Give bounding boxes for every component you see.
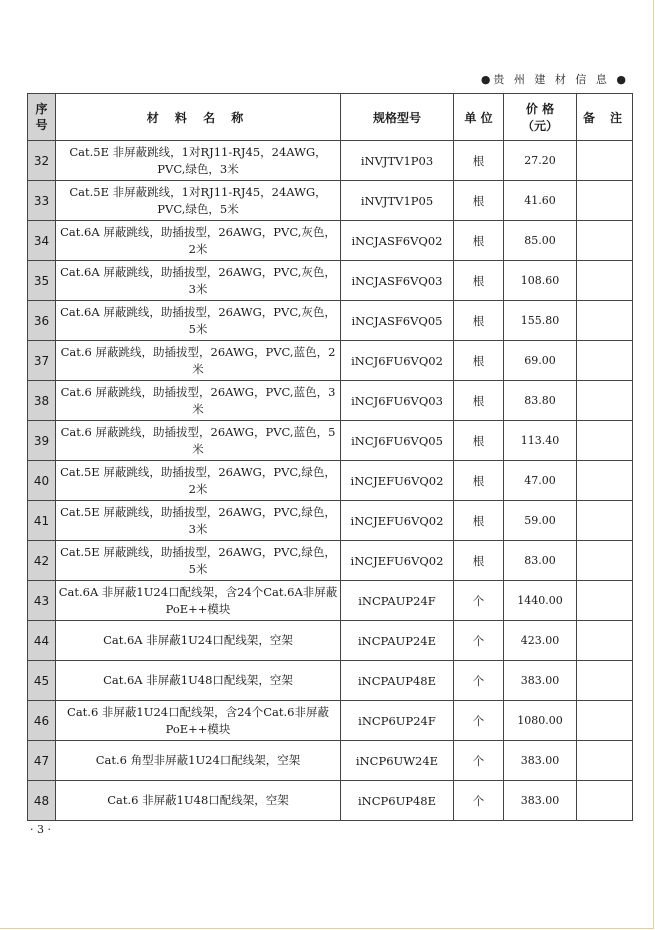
row-number: 47 bbox=[28, 741, 56, 781]
table-row bbox=[28, 261, 633, 301]
price: 59.00 bbox=[504, 501, 577, 541]
note bbox=[577, 461, 633, 501]
note bbox=[577, 181, 633, 221]
table-row bbox=[28, 621, 633, 661]
note bbox=[577, 421, 633, 461]
unit: 个 bbox=[454, 741, 504, 781]
model-number: iNCJEFU6VQ02 bbox=[341, 461, 454, 501]
material-name: Cat.6A 非屏蔽1U24口配线架，空架 bbox=[56, 621, 341, 661]
unit: 根 bbox=[454, 341, 504, 381]
note bbox=[577, 381, 633, 421]
unit: 根 bbox=[454, 261, 504, 301]
material-name: Cat.6A 非屏蔽1U24口配线架，含24个Cat.6A非屏蔽PoE++模块 bbox=[56, 581, 341, 621]
material-name: Cat.5E 屏蔽跳线，助插拔型，26AWG，PVC,绿色，2米 bbox=[56, 461, 341, 501]
price: 27.20 bbox=[504, 141, 577, 181]
header-price-line1: 价 格 bbox=[525, 102, 555, 116]
row-number: 40 bbox=[28, 461, 56, 501]
model-number: iNCJ6FU6VQ03 bbox=[341, 381, 454, 421]
row-number: 36 bbox=[28, 301, 56, 341]
unit: 根 bbox=[454, 221, 504, 261]
model-number: iNCJASF6VQ03 bbox=[341, 261, 454, 301]
note bbox=[577, 621, 633, 661]
material-name: Cat.5E 非屏蔽跳线，1对RJ11-RJ45，24AWG，PVC,绿色，5米 bbox=[56, 181, 341, 221]
row-number: 44 bbox=[28, 621, 56, 661]
table-row bbox=[28, 581, 633, 621]
price: 113.40 bbox=[504, 421, 577, 461]
material-name: Cat.6A 屏蔽跳线，助插拔型，26AWG，PVC,灰色，2米 bbox=[56, 221, 341, 261]
note bbox=[577, 701, 633, 741]
row-number: 41 bbox=[28, 501, 56, 541]
unit: 根 bbox=[454, 301, 504, 341]
price: 83.80 bbox=[504, 381, 577, 421]
model-number: iNCJ6FU6VQ05 bbox=[341, 421, 454, 461]
header-price-line2: （元） bbox=[521, 119, 558, 133]
note bbox=[577, 741, 633, 781]
table-row bbox=[28, 381, 633, 421]
model-number: iNCJASF6VQ02 bbox=[341, 221, 454, 261]
table-row bbox=[28, 461, 633, 501]
price: 41.60 bbox=[504, 181, 577, 221]
price: 69.00 bbox=[504, 341, 577, 381]
price: 108.60 bbox=[504, 261, 577, 301]
table-row bbox=[28, 141, 633, 181]
note bbox=[577, 301, 633, 341]
table-row bbox=[28, 221, 633, 261]
unit: 根 bbox=[454, 421, 504, 461]
unit: 根 bbox=[454, 181, 504, 221]
model-number: iNCJ6FU6VQ02 bbox=[341, 341, 454, 381]
table-row bbox=[28, 181, 633, 221]
row-number: 37 bbox=[28, 341, 56, 381]
model-number: iNCP6UP48E bbox=[341, 781, 454, 821]
row-number: 35 bbox=[28, 261, 56, 301]
model-number: iNVJTV1P03 bbox=[341, 141, 454, 181]
material-name: Cat.6 屏蔽跳线，助插拔型，26AWG，PVC,蓝色，3米 bbox=[56, 381, 341, 421]
table-body bbox=[28, 141, 633, 821]
table-row bbox=[28, 661, 633, 701]
note bbox=[577, 221, 633, 261]
model-number: iNCP6UW24E bbox=[341, 741, 454, 781]
price: 383.00 bbox=[504, 661, 577, 701]
material-name: Cat.6A 屏蔽跳线，助插拔型，26AWG，PVC,灰色，3米 bbox=[56, 261, 341, 301]
table-header-row bbox=[28, 94, 633, 141]
table-row bbox=[28, 341, 633, 381]
table-row bbox=[28, 501, 633, 541]
header-note: 备注 bbox=[577, 94, 633, 141]
table-row bbox=[28, 301, 633, 341]
unit: 根 bbox=[454, 501, 504, 541]
row-number: 38 bbox=[28, 381, 56, 421]
price: 155.80 bbox=[504, 301, 577, 341]
model-number: iNCP6UP24F bbox=[341, 701, 454, 741]
table-row bbox=[28, 541, 633, 581]
row-number: 42 bbox=[28, 541, 56, 581]
price: 1440.00 bbox=[504, 581, 577, 621]
unit: 根 bbox=[454, 141, 504, 181]
price: 1080.00 bbox=[504, 701, 577, 741]
material-name: Cat.6 非屏蔽1U48口配线架，空架 bbox=[56, 781, 341, 821]
material-name: Cat.6A 屏蔽跳线，助插拔型，26AWG，PVC,灰色，5米 bbox=[56, 301, 341, 341]
table-row bbox=[28, 781, 633, 821]
model-number: iNCJEFU6VQ02 bbox=[341, 501, 454, 541]
note bbox=[577, 541, 633, 581]
price-table bbox=[27, 93, 633, 821]
material-name: Cat.6A 非屏蔽1U48口配线架，空架 bbox=[56, 661, 341, 701]
header-name: 材 料 名 称 bbox=[56, 94, 341, 141]
model-number: iNVJTV1P05 bbox=[341, 181, 454, 221]
unit: 个 bbox=[454, 621, 504, 661]
note bbox=[577, 581, 633, 621]
price: 423.00 bbox=[504, 621, 577, 661]
header-no: 序号 bbox=[28, 94, 56, 141]
row-number: 33 bbox=[28, 181, 56, 221]
unit: 根 bbox=[454, 541, 504, 581]
table-row bbox=[28, 421, 633, 461]
material-name: Cat.6 角型非屏蔽1U24口配线架，空架 bbox=[56, 741, 341, 781]
price: 83.00 bbox=[504, 541, 577, 581]
model-number: iNCPAUP48E bbox=[341, 661, 454, 701]
header-unit: 单 位 bbox=[454, 94, 504, 141]
note bbox=[577, 341, 633, 381]
table-row bbox=[28, 701, 633, 741]
row-number: 32 bbox=[28, 141, 56, 181]
row-number: 43 bbox=[28, 581, 56, 621]
page-number: · 3 · bbox=[30, 823, 51, 836]
unit: 个 bbox=[454, 781, 504, 821]
material-name: Cat.5E 屏蔽跳线，助插拔型，26AWG，PVC,绿色，5米 bbox=[56, 541, 341, 581]
note bbox=[577, 261, 633, 301]
model-number: iNCJASF6VQ05 bbox=[341, 301, 454, 341]
model-number: iNCPAUP24E bbox=[341, 621, 454, 661]
model-number: iNCPAUP24F bbox=[341, 581, 454, 621]
note bbox=[577, 501, 633, 541]
row-number: 34 bbox=[28, 221, 56, 261]
model-number: iNCJEFU6VQ02 bbox=[341, 541, 454, 581]
price: 47.00 bbox=[504, 461, 577, 501]
note bbox=[577, 661, 633, 701]
note bbox=[577, 141, 633, 181]
note bbox=[577, 781, 633, 821]
header-price bbox=[504, 94, 577, 141]
row-number: 45 bbox=[28, 661, 56, 701]
header-model: 规格型号 bbox=[341, 94, 454, 141]
unit: 个 bbox=[454, 581, 504, 621]
material-name: Cat.5E 屏蔽跳线，助插拔型，26AWG，PVC,绿色，3米 bbox=[56, 501, 341, 541]
price: 85.00 bbox=[504, 221, 577, 261]
row-number: 39 bbox=[28, 421, 56, 461]
unit: 根 bbox=[454, 461, 504, 501]
price: 383.00 bbox=[504, 781, 577, 821]
table-row bbox=[28, 741, 633, 781]
unit: 根 bbox=[454, 381, 504, 421]
row-number: 46 bbox=[28, 701, 56, 741]
unit: 个 bbox=[454, 701, 504, 741]
row-number: 48 bbox=[28, 781, 56, 821]
price: 383.00 bbox=[504, 741, 577, 781]
publication-header: ●贵 州 建 材 信 息 ● bbox=[480, 73, 629, 86]
material-name: Cat.5E 非屏蔽跳线，1对RJ11-RJ45，24AWG，PVC,绿色，3米 bbox=[56, 141, 341, 181]
material-name: Cat.6 屏蔽跳线，助插拔型，26AWG，PVC,蓝色，5米 bbox=[56, 421, 341, 461]
material-name: Cat.6 屏蔽跳线，助插拔型，26AWG，PVC,蓝色，2米 bbox=[56, 341, 341, 381]
material-name: Cat.6 非屏蔽1U24口配线架，含24个Cat.6非屏蔽PoE++模块 bbox=[56, 701, 341, 741]
unit: 个 bbox=[454, 661, 504, 701]
